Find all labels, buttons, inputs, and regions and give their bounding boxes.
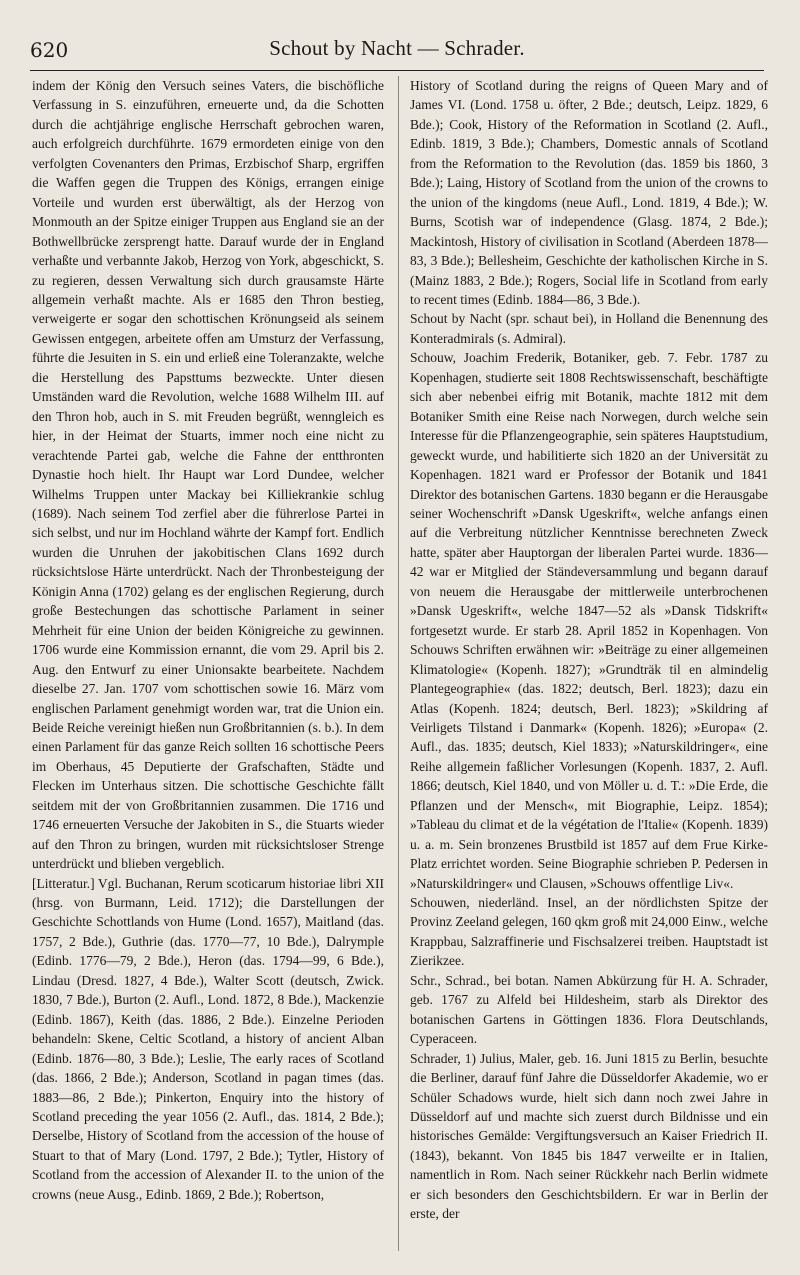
entry-schouw: Schouw, Joachim Frederik, Botaniker, geb. 7. Febr. 1787 zu Kopenhagen, studierte seit 1808 Rechtswissenschaft, beschäftigte sich aber nebenbei eifrig mit Botanik, machte 1812 mit dem Botaniker Smith eine Reise nach Norwegen, durch welche sein Interesse für die Pflanzengeographie, sein späteres Hauptstudium, geweckt wurde, und habilitierte sich 1820 an der Universität zu Kopenhagen. 1821 ward er Professor der Botanik und 1841 Direktor des botanischen Gartens. 1830 begann er die Herausgabe seiner Wochenschrift »Dansk Ugeskrift«, welche anfangs einen auf die Verbreitung nützlicher Kenntnisse berechneten Zweck hatte, später aber Hauptorgan der liberalen Partei wurde. 1836—42 war er Mitglied der Ständeversammlung und begann darauf von neuem die Herausgabe der mittlerweile unterbrochenen »Dansk Ugeskrift«, welche 1847—52 als »Dansk Tidskrift« fortgesetzt wurde. Er starb 28. April 1852 in Kopenhagen. Von Schouws Schriften erwähnen wir: »Beiträge zu einer allgemeinen Klimatologie« (Kopenh. 1827); »Grundträk til en almindelig Plantegeographie« (das. 1822; deutsch, Berl. 1823); dazu ein Atlas (Kopenh. 1824; deutsch, Berl. 1823); »Skildring af Veirligets Tilstand i Danmark« (Kopenh. 1826); »Europa« (2. Aufl., das. 1835; deutsch, Kiel 1833); »Naturskildringer«, eine Reihe allgemein faßlicher Vorlesungen (Kopenh. 1837, 2. Aufl. 1866; deutsch, Kiel 1840, und von Möller u. d. T.: »Die Erde, die Pflanzen und der Mensch«, mit Biographie, Leipz. 1854); »Tableau du climat et de la végétation de l'Italie« (Kopenh. 1839) u. a. m. Sein bronzenes Brustbild ist 1857 auf dem Frue Kirke-Platz errichtet worden. Seine Biographie schrieben P. Pedersen in »Naturskildringer« und Clausen, »Schouws offentlige Liv«. [410, 350, 768, 891]
entry-schrader: Schrader, 1) Julius, Maler, geb. 16. Juni 1815 zu Berlin, besuchte die Berliner, darauf fünf Jahre die Düsseldorfer Akademie, wo er Schüler Schadows wurde, hielt sich dann noch zwei Jahre in Düsseldorf auf und machte sich zuerst durch Bildnisse und ein historisches Gemälde: Vergiftungsversuch an Kaiser Friedrich II. (1843), bekannt. Von 1845 bis 1847 verweilte er in Italien, namentlich in Rom. Nach seiner Rückkehr nach Berlin widmete er sich besonders den Geschichtsbildern. Er war in Berlin der erste, der [410, 1050, 768, 1222]
running-title: Schout by Nacht — Schrader. [269, 36, 525, 60]
paragraph-literature: [Litteratur.] Vgl. Buchanan, Rerum scoticarum historiae libri XII (hrsg. von Burmann, Leid. 1712); die Darstellungen der Geschichte Schottlands von Hume (Lond. 1657), Maitland (das. 1757, 2 Bde.), Guthrie (das. 1770—77, 10 Bde.), Dalrymple (Edinb. 1776—79, 2 Bde.), Heron (das. 1794—99, 6 Bde.), Lindau (Dresd. 1827, 4 Bde.), Walter Scott (deutsch, Zwick. 1830, 7 Bde.), Burton (2. Aufl., Lond. 1872, 8 Bde.), Mackenzie (Edinb. 1867), Keith (das. 1886, 2 Bde.). Einzelne Perioden behandeln: Skene, Celtic Scotland, a history of ancient Alban (Edinb. 1876—80, 3 Bde.); Leslie, The early races of Scotland (das. 1866, 2 Bde.); Anderson, Scotland in pagan times (das. 1883—86, 2 Bde.); Pinkerton, Enquiry into the history of Scotland preceding the year 1056 (2. Aufl., das. 1814, 2 Bde.); Derselbe, History of Scotland from the accession of the house of Stuart to that of Mary (Lond. 1797, 2 Bde.); Tytler, History of Scotland from the accession of Alexander II. to the union of the crowns (neue Ausg., Edinb. 1869, 2 Bde.); Robertson, [32, 875, 384, 1202]
page-header [30, 30, 764, 70]
column-divider [398, 76, 399, 1251]
entry-schouwen: Schouwen, niederländ. Insel, an der nördlichsten Spitze der Provinz Zeeland gelegen, 160 qkm groß mit 24,000 Einw., welche Krappbau, Salzraffinerie und Fischsalzerei treiben. Hauptstadt ist Zierikzee. [410, 895, 768, 969]
header-rule [30, 70, 764, 71]
paragraph-literature-continued: History of Scotland during the reigns of Queen Mary and of James VI. (Lond. 1758 u. öfter, 2 Bde.; deutsch, Leipz. 1829, 6 Bde.); Cook, History of the Reformation in Scotland (2. Aufl., Edinb. 1819, 3 Bde.); Chambers, Domestic annals of Scotland from the Reformation to the Revolution (das. 1859 bis 1860, 3 Bde.); Laing, History of Scotland from the union of the crowns to the union of the kingdoms (neue Aufl., Lond. 1819, 4 Bde.); W. Burns, Scotish war of independence (Glasg. 1874, 2 Bde.); Mackintosh, History of civilisation in Scotland (Aberdeen 1878—83, 3 Bde.); Bellesheim, Geschichte der katholischen Kirche in S. (Mainz 1883, 2 Bde.); Rogers, Social life in Scotland from early to recent times (Edinb. 1884—86, 3 Bde.). [410, 78, 768, 307]
paragraph-scotland-history: indem der König den Versuch seines Vaters, die bischöfliche Verfassung in S. einzuführen, erneuerte und, da die Schotten durch die achtjährige englische Herrschaft gebrochen waren, auch erfolgreich durchführte. 1679 ermordeten einige von den verfolgten Covenanters den Primas, Erzbischof Sharp, ergriffen die Waffen gegen die Truppen des Königs, errangen einige Vorteile und wurden erst überwältigt, als der Herzog von Monmouth an der Spitze einiger Truppen aus England sie an der Bothwellbrücke zersprengt hatte. Darauf wurde der in England verhaßte und verbannte Jakob, Herzog von York, abgeschickt, S. zu regieren, dessen Verwaltung sich durch grausamste Härte allgemein verhaßt machte. Als er 1685 den Thron bestieg, verweigerte er sogar den schottischen Krönungseid als seinem Gewissen entgegen, arbeitete offen am Umsturz der Verfassung, führte die Jesuiten in S. ein und erließ eine Toleranzakte, welche die Herstellung des Papsttums bezweckte. Unter diesen Umständen ward die Revolution, welche 1688 Wilhelm III. auf den Thron hob, auch in S. mit Freuden begrüßt, wenngleich es hier, in der Heimat der Stuarts, immer noch eine nicht zu verachtende Partei gab, welche die Fahne der entthronten Dynastie hoch hielt. Ihr Haupt war Lord Dundee, welcher Wilhelms Truppen unter Mackay bei Killiekrankie schlug (1689). Nach seinem Tod zerfiel aber die führerlose Partei in sich selbst, und nur im Hochland währte der Kampf fort. Endlich wurden die Unruhen der jakobitischen Clans 1692 durch rücksichtslose Härte unterdrückt. Nach der Thronbesteigung der Königin Anna (1702) gelang es der englischen Regierung, durch große Bestechungen das schottische Parlament in seiner Mehrheit für eine Union der beiden Königreiche zu gewinnen. 1706 wurde eine Kommission ernannt, die vom 29. April bis 2. Aug. den Entwurf zu einer Unionsakte bearbeitete. Nachdem dieselbe 27. Jan. 1707 vom schottischen sowie 16. März vom englischen Parlament genehmigt worden war, trat die Union ein. Beide Reiche vereinigt hießen nun Großbritannien (s. b.). In dem einen Parlament für das ganze Reich sollten 16 schottische Peers im Oberhaus, 45 Deputierte der Grafschaften, Städte und Flecken im Unterhaus sitzen. Die schottische Geschichte fällt seitdem mit der von Großbritannien zusammen. Die 1716 und 1746 erneuerten Versuche der Jakobiten in S., die Stuarts wieder auf den Thron zu bringen, wurden mit rücksichtsloser Strenge unterdrückt und blieben vergeblich. [32, 78, 384, 872]
entry-schr-schrad: Schr., Schrad., bei botan. Namen Abkürzung für H. A. Schrader, geb. 1767 zu Alfeld bei Hildesheim, starb als Direktor des botanischen Gartens in Göttingen 1836. Flora Deutschlands, Cyperaceen. [410, 972, 768, 1047]
entry-schout-by-nacht: Schout by Nacht (spr. schaut bei), in Holland die Benennung des Konteradmirals (s. Admiral). [410, 311, 768, 346]
left-column [32, 76, 384, 1256]
page-number: 620 [30, 38, 69, 62]
right-column [410, 76, 768, 1256]
